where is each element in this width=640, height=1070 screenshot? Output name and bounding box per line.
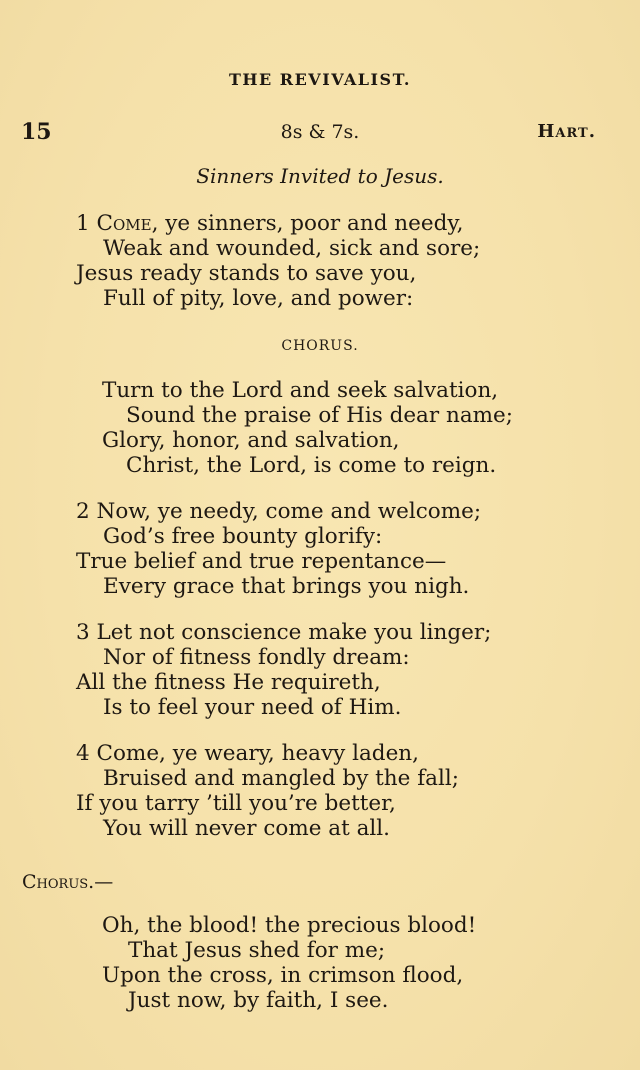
chorus-heading: CHORUS. <box>281 338 359 354</box>
verse-2-line-4: Every grace that brings you nigh. <box>103 574 470 599</box>
verse-number: 1 <box>76 211 90 236</box>
verse-3-line-1 <box>76 620 491 645</box>
verse-number: 3 <box>76 620 90 645</box>
chorus-2-line-3: Upon the cross, in crimson flood, <box>102 963 464 988</box>
verse-4-line-1-text: Come, ye weary, heavy laden, <box>96 741 419 766</box>
verse-3-line-4: Is to feel your need of Him. <box>103 695 402 720</box>
verse-1-line-4: Full of pity, love, and power: <box>103 286 414 311</box>
chorus-2-line-2: That Jesus shed for me; <box>128 938 386 963</box>
verse-number: 2 <box>76 499 90 524</box>
verse-3-line-2: Nor of fitness fondly dream: <box>103 645 410 670</box>
verse-2-line-1 <box>76 499 481 524</box>
verse-4-line-4: You will never come at all. <box>103 816 390 841</box>
chorus-line-2: Sound the praise of His dear name; <box>126 403 513 428</box>
hymn-author: Hart. <box>537 121 596 142</box>
verse-4-line-3: If you tarry ’till you’re better, <box>76 791 396 816</box>
chorus-2-line-1: Oh, the blood! the precious blood! <box>102 913 477 938</box>
verse-2-line-1-text: Now, ye needy, come and welcome; <box>96 499 482 524</box>
verse-3-line-3: All the fitness He requireth, <box>76 670 381 695</box>
chorus-line-3: Glory, honor, and salvation, <box>102 428 400 453</box>
chorus-2-heading: Chorus.— <box>22 871 114 893</box>
verse-2-line-2: God’s free bounty glorify: <box>103 524 383 549</box>
verse-1-line-2: Weak and wounded, sick and sore; <box>103 236 481 261</box>
verse-2-line-3: True belief and true repentance— <box>76 549 447 574</box>
hymn-title: Sinners Invited to Jesus. <box>196 164 444 188</box>
verse-4-line-2: Bruised and mangled by the fall; <box>103 766 459 791</box>
hymn-number: 15 <box>21 119 52 145</box>
verse-3-line-1-text: Let not conscience make you linger; <box>96 620 492 645</box>
verse-number: 4 <box>76 741 90 766</box>
verse-4-line-1 <box>76 741 419 766</box>
verse-1-line-1 <box>76 211 463 236</box>
chorus-2-line-4: Just now, by faith, I see. <box>128 988 389 1013</box>
running-head: THE REVIVALIST. <box>229 70 411 89</box>
chorus-line-4: Christ, the Lord, is come to reign. <box>126 453 497 478</box>
hymn-meter: 8s & 7s. <box>280 121 360 143</box>
verse-1-line-3: Jesus ready stands to save you, <box>76 261 417 286</box>
chorus-line-1: Turn to the Lord and seek salvation, <box>102 378 499 403</box>
verse-1-line-1-rest: ye sinners, poor and needy, <box>158 211 464 236</box>
verse-1-first-word: Come, <box>96 211 159 236</box>
